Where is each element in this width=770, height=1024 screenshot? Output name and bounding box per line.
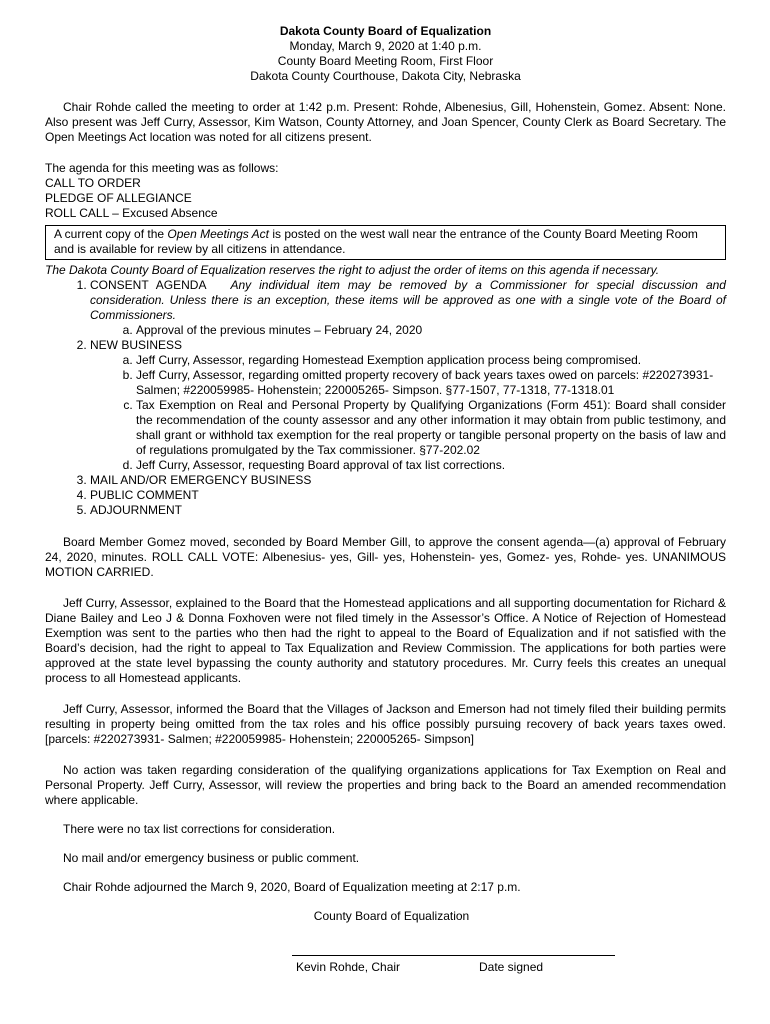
agenda-item-public-comment: 4. PUBLIC COMMENT (90, 488, 726, 503)
agenda-intro-item: PLEDGE OF ALLEGIANCE (45, 191, 192, 205)
agenda-item-consent (90, 278, 726, 338)
minutes-paragraph: No action was taken regarding consideration of the qualifying organizations applications for Tax Exemption on Real and Personal Property. Jeff Curry, Assessor, will review the properties and bring back to the Board an amended recommendation where applicable. (45, 763, 726, 807)
minutes-paragraph: Jeff Curry, Assessor, informed the Board that the Villages of Jackson and Emerson had not timely filed their building permits resulting in property being omitted from the tax roles and his office possibly pursuing recovery of back years taxes owed. [parcels: #220273931- Salmen; #220059985- Hohenstein; 220005265- Simpson] (45, 702, 726, 746)
agenda-subitem: a. Jeff Curry, Assessor, regarding Homestead Exemption application process being compromised. (136, 353, 726, 368)
minutes-paragraph: Jeff Curry, Assessor, explained to the Board that the Homestead applications and all supporting documentation for Richard & Diane Bailey and Leo J & Donna Foxhoven were not filed timely in the Assessor’s Office. A Notice of Rejection of Homestead Exemption was sent to the parties who then had the right to appeal to the Board of Equalization and if not satisfied with the Board’s decision, had the right to appeal to Tax Equalization and Review Commission. The applications for both parties were approved at the state level bypassing the county authority and statutory procedures. Mr. Curry feels this creates an unequal process to all Homestead applicants. (45, 596, 726, 685)
call-to-order-paragraph: Chair Rohde called the meeting to order at 1:42 p.m. Present: Rohde, Albenesius, Gill, Hohenstein, Gomez. Absent: None. Also present was Jeff Curry, Assessor, Kim Watson, County Attorney, and Joan Spencer, County Clerk as Board Secretary. The Open Meetings Act location was noted for all citizens present. (45, 100, 726, 144)
notice-text-before: A current copy of the (54, 227, 168, 241)
meeting-date-time: Monday, March 9, 2020 at 1:40 p.m. (289, 39, 482, 53)
signature-block (292, 955, 615, 976)
minutes-paragraph: Chair Rohde adjourned the March 9, 2020, Board of Equalization meeting at 2:17 p.m. (63, 880, 521, 894)
consent-agenda-note: Any individual item may be removed by a Commissioner for special discussion and consideration. Unless there is an exception, these items will be approved as one with a single vote of the Board of Commissioners. (90, 278, 726, 322)
minutes-document (45, 24, 726, 924)
agenda-intro-item: CALL TO ORDER (45, 176, 141, 190)
agenda-subitem: b. Jeff Curry, Assessor, regarding omitted property recovery of back years taxes owed on parcels: #220273931- Salmen; #220059985- Hohenstein; 220005265- Simpson. §77-1507, 77-1318, 77-1318.01 (136, 368, 726, 398)
date-signed-label: Date signed (479, 960, 544, 974)
agenda-subitem: d. Jeff Curry, Assessor, requesting Board approval of tax list corrections. (136, 458, 726, 473)
agenda-intro (45, 161, 726, 221)
agenda-item-label: CONSENT AGENDA (90, 278, 207, 292)
minutes-paragraph: No mail and/or emergency business or public comment. (63, 851, 360, 865)
agenda-subitem: c. Tax Exemption on Real and Personal Property by Qualifying Organizations (Form 451): Board shall consider the recommendation of the county assessor and any other information it may obtain from public testimony, and shall grant or withhold tax exemption for the real property or tangible personal property on the basis of law and of regulations promulgated by the Tax commissioner. §77-202.02 (136, 398, 726, 458)
meeting-location: Dakota County Courthouse, Dakota City, Nebraska (250, 69, 521, 83)
document-header (45, 24, 726, 84)
agenda-item-label: 2. NEW BUSINESS (90, 338, 183, 352)
closing-title: County Board of Equalization (313, 909, 470, 923)
reserve-note: The Dakota County Board of Equalization reserves the right to adjust the order of items on this agenda if necessary. (45, 263, 660, 277)
minutes-paragraph: There were no tax list corrections for consideration. (63, 822, 336, 836)
agenda-item-new-business (90, 338, 726, 473)
agenda-intro-item: ROLL CALL – Excused Absence (45, 206, 218, 220)
agenda-list (45, 278, 726, 518)
signature-line (292, 955, 615, 956)
notice-text-after: is posted on the west wall near the entrance of the County Board Meeting Room and is available for review by all citizens in attendance. (54, 227, 698, 256)
consent-sublist (90, 323, 726, 338)
agenda-item-adjournment: 5. ADJOURNMENT (90, 503, 726, 518)
notice-act-name: Open Meetings Act (167, 227, 270, 241)
agenda-item-mail: 3. MAIL AND/OR EMERGENCY BUSINESS (90, 473, 726, 488)
minutes-paragraph: Board Member Gomez moved, seconded by Board Member Gill, to approve the consent agenda—(a) approval of February 24, 2020, minutes. ROLL CALL VOTE: Albenesius- yes, Gill- yes, Hohenstein- yes, Gomez- yes, Rohde- yes. UNANIMOUS MOTION CARRIED. (45, 535, 726, 579)
agenda-subitem: a. Approval of the previous minutes – February 24, 2020 (136, 323, 726, 338)
document-title: Dakota County Board of Equalization (279, 24, 492, 38)
agenda-lead: The agenda for this meeting was as follows: (45, 161, 279, 175)
new-business-sublist (90, 353, 726, 473)
open-meetings-notice (45, 225, 726, 260)
signer-name: Kevin Rohde, Chair (296, 960, 401, 974)
meeting-room: County Board Meeting Room, First Floor (277, 54, 494, 68)
